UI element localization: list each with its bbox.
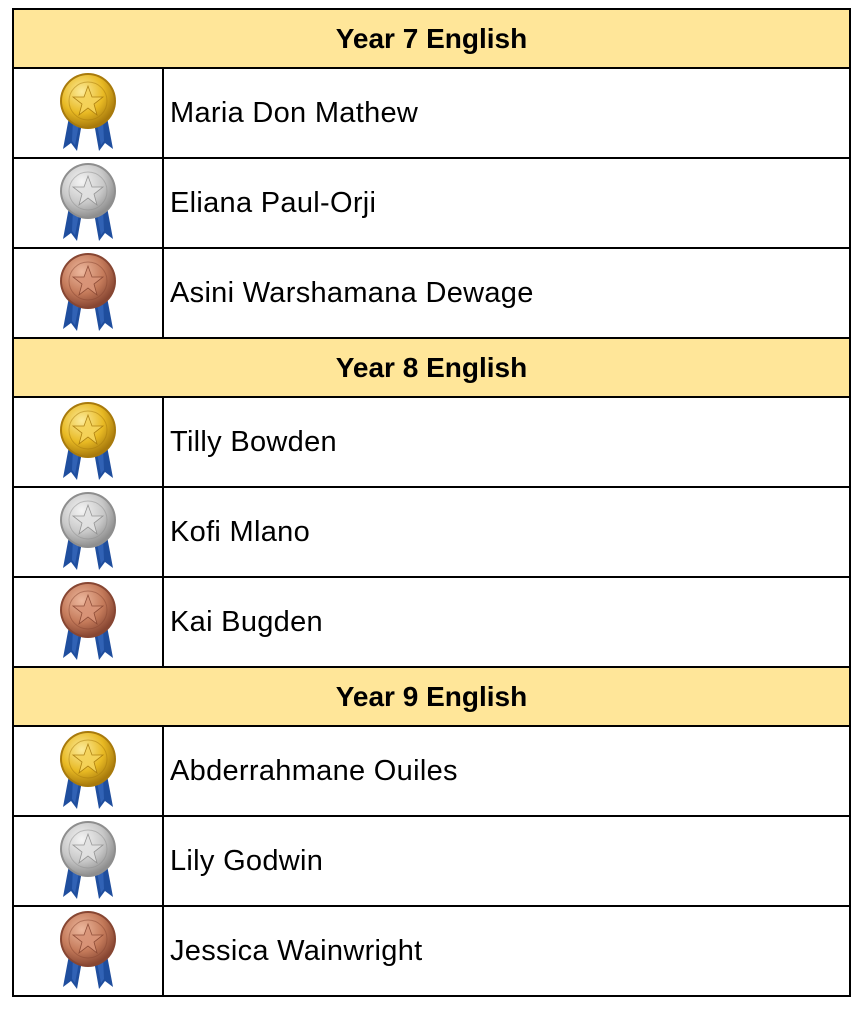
section-title: Year 7 English xyxy=(13,9,850,68)
award-row xyxy=(13,577,850,667)
medal-cell xyxy=(13,816,163,906)
award-row xyxy=(13,726,850,816)
award-row xyxy=(13,906,850,996)
student-name: Maria Don Mathew xyxy=(163,68,850,158)
student-name: Lily Godwin xyxy=(163,816,850,906)
student-name: Asini Warshamana Dewage xyxy=(163,248,850,338)
student-name: Eliana Paul-Orji xyxy=(163,158,850,248)
bronze-medal-icon xyxy=(14,909,162,993)
medal-cell xyxy=(13,577,163,667)
student-name: Kai Bugden xyxy=(163,577,850,667)
medal-cell xyxy=(13,248,163,338)
award-row xyxy=(13,68,850,158)
silver-medal-icon xyxy=(14,161,162,245)
bronze-medal-icon xyxy=(14,580,162,664)
section-header-year-9 xyxy=(13,667,850,726)
section-title: Year 9 English xyxy=(13,667,850,726)
award-row xyxy=(13,816,850,906)
medal-cell xyxy=(13,397,163,487)
award-row xyxy=(13,487,850,577)
section-header-year-8 xyxy=(13,338,850,397)
award-row xyxy=(13,158,850,248)
section-header-year-7 xyxy=(13,9,850,68)
student-name: Kofi Mlano xyxy=(163,487,850,577)
gold-medal-icon xyxy=(14,71,162,155)
silver-medal-icon xyxy=(14,819,162,903)
student-name: Abderrahmane Ouiles xyxy=(163,726,850,816)
medal-cell xyxy=(13,158,163,248)
student-name: Tilly Bowden xyxy=(163,397,850,487)
award-row xyxy=(13,397,850,487)
gold-medal-icon xyxy=(14,729,162,813)
medal-cell xyxy=(13,906,163,996)
medal-cell xyxy=(13,68,163,158)
student-name: Jessica Wainwright xyxy=(163,906,850,996)
awards-table xyxy=(12,8,851,997)
medal-cell xyxy=(13,487,163,577)
medal-cell xyxy=(13,726,163,816)
award-row xyxy=(13,248,850,338)
bronze-medal-icon xyxy=(14,251,162,335)
silver-medal-icon xyxy=(14,490,162,574)
gold-medal-icon xyxy=(14,400,162,484)
section-title: Year 8 English xyxy=(13,338,850,397)
